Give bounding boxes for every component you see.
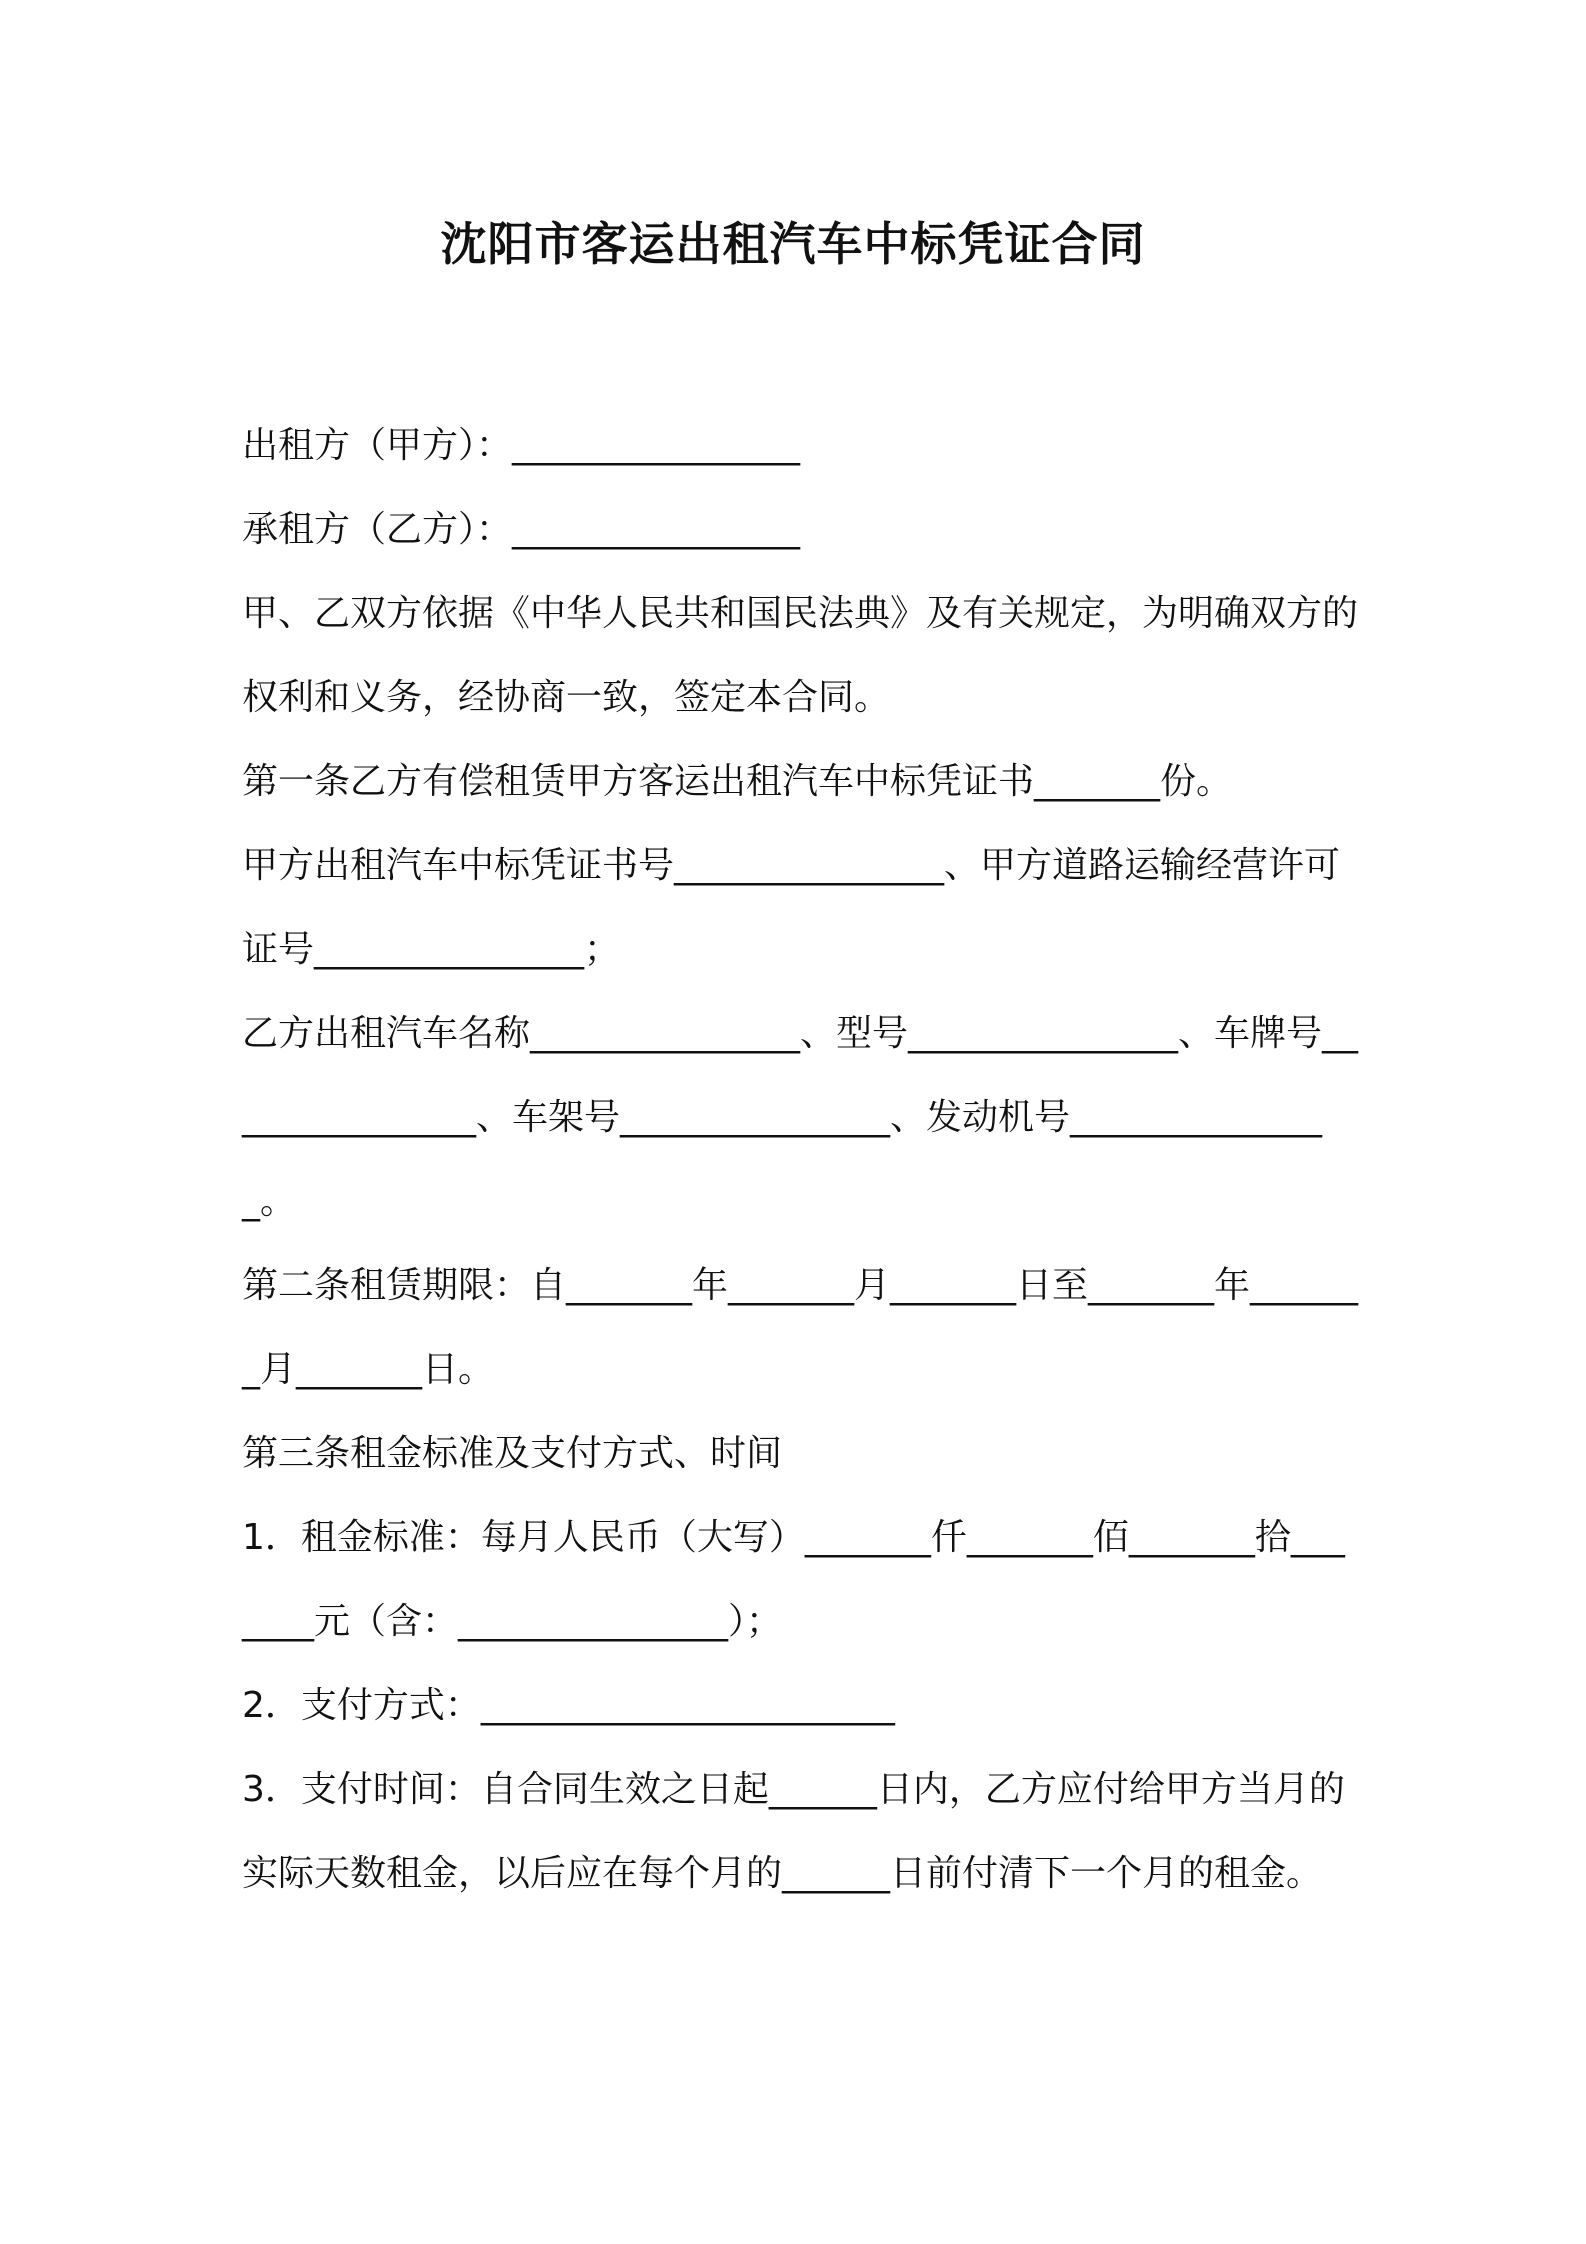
payment-method-paragraph: 2．支付方式：_______________________ (242, 1685, 895, 1726)
rent-standard-paragraph: 1．租金标准：每月人民币（大写）_______仟_______佰_______拾_______元（含：_______________）； (242, 1517, 1345, 1642)
article-2-paragraph: 第二条租赁期限：自_______年_______月_______日至_______年_______月_______日。 (242, 1265, 1359, 1390)
contract-body (242, 404, 1358, 1916)
article-1-paragraph: 第一条乙方有偿租赁甲方客运出租汽车中标凭证书_______份。 (242, 761, 1233, 802)
payment-time-paragraph: 3．支付时间：自合同生效之日起______日内，乙方应付给甲方当月的实际天数租金，以后应在每个月的______日前付清下一个月的租金。 (242, 1769, 1345, 1894)
party-a-line: 出租方（甲方）：________________ (242, 425, 801, 466)
party-b-line: 承租方（乙方）：________________ (242, 509, 801, 550)
article-3-heading: 第三条租金标准及支付方式、时间 (242, 1433, 783, 1474)
certificate-number-paragraph: 甲方出租汽车中标凭证书号_______________、甲方道路运输经营许可证号_______________； (242, 845, 1341, 970)
preamble-paragraph: 甲、乙双方依据《中华人民共和国民法典》及有关规定，为明确双方的权利和义务，经协商一致，签定本合同。 (242, 593, 1359, 718)
document-title: 沈阳市客运出租汽车中标凭证合同 (440, 217, 1146, 271)
vehicle-info-paragraph: 乙方出租汽车名称_______________、型号_______________、车牌号_______________、车架号_______________、发动机号_______________。 (242, 1013, 1359, 1222)
